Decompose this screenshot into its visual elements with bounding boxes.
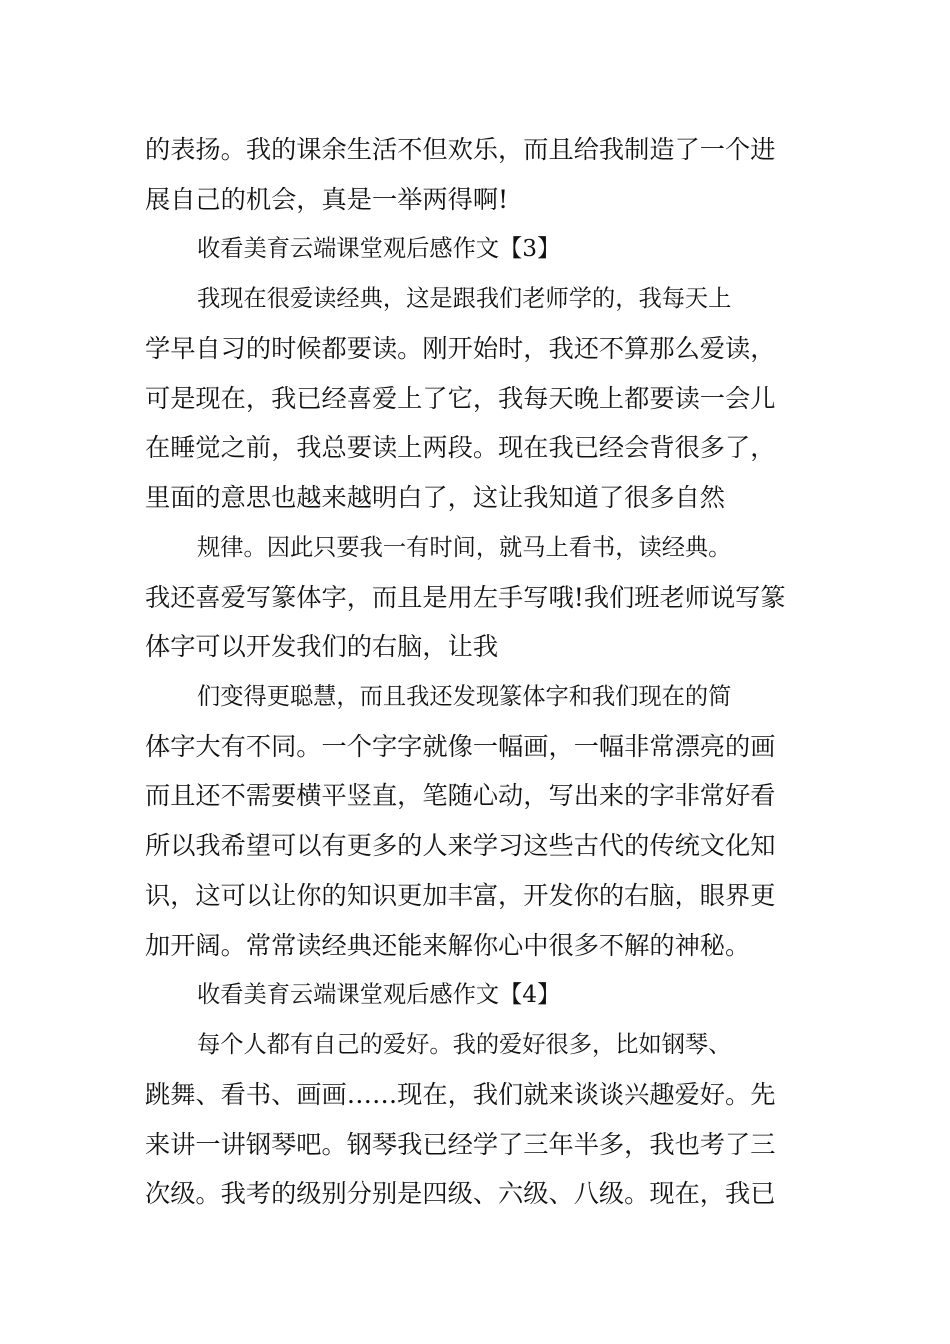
text-line: 来讲一讲钢琴吧。钢琴我已经学了三年半多，我也考了三: [145, 1130, 776, 1159]
text-line: 次级。我考的级别分别是四级、六级、八级。现在，我已: [145, 1179, 776, 1208]
text-line: 学早自习的时候都要读。刚开始时，我还不算那么爱读，: [145, 334, 776, 363]
section-heading: 收看美育云端课堂观后感作文【4】: [197, 981, 561, 1008]
text-line: 里面的意思也越来越明白了，这让我知道了很多自然: [145, 483, 726, 512]
text-line: 每个人都有自己的爱好。我的爱好很多，比如钢琴、: [197, 1031, 732, 1058]
text-line: 我还喜爱写篆体字，而且是用左手写哦!我们班老师说写篆: [145, 583, 786, 612]
text-line: 加开阔。常常读经典还能来解你心中很多不解的神秘。: [145, 931, 751, 960]
text-line: 跳舞、看书、画画……现在，我们就来谈谈兴趣爱好。先: [145, 1080, 776, 1109]
text-line: 的表扬。我的课余生活不但欢乐，而且给我制造了一个进: [145, 135, 776, 164]
text-line: 我现在很爱读经典，这是跟我们老师学的，我每天上: [197, 285, 732, 312]
text-line: 所以我希望可以有更多的人来学习这些古代的传统文化知: [145, 831, 776, 860]
text-line: 们变得更聪慧，而且我还发现篆体字和我们现在的简: [197, 683, 732, 710]
section-heading: 收看美育云端课堂观后感作文【3】: [197, 235, 561, 262]
text-line: 可是现在，我已经喜爱上了它，我每天晚上都要读一会儿: [145, 384, 776, 413]
text-line: 体字大有不同。一个字字就像一幅画，一幅非常漂亮的画: [145, 732, 776, 761]
text-line: 识，这可以让你的知识更加丰富，开发你的右脑，眼界更: [145, 881, 776, 910]
text-line: 在睡觉之前，我总要读上两段。现在我已经会背很多了，: [145, 433, 776, 462]
text-line: 而且还不需要横平竖直，笔随心动，写出来的字非常好看: [145, 781, 776, 810]
text-line: 规律。因此只要我一有时间，就马上看书，读经典。: [197, 534, 732, 561]
text-line: 展自己的机会，真是一举两得啊!: [145, 185, 509, 214]
text-line: 体字可以开发我们的右脑，让我: [145, 632, 499, 661]
